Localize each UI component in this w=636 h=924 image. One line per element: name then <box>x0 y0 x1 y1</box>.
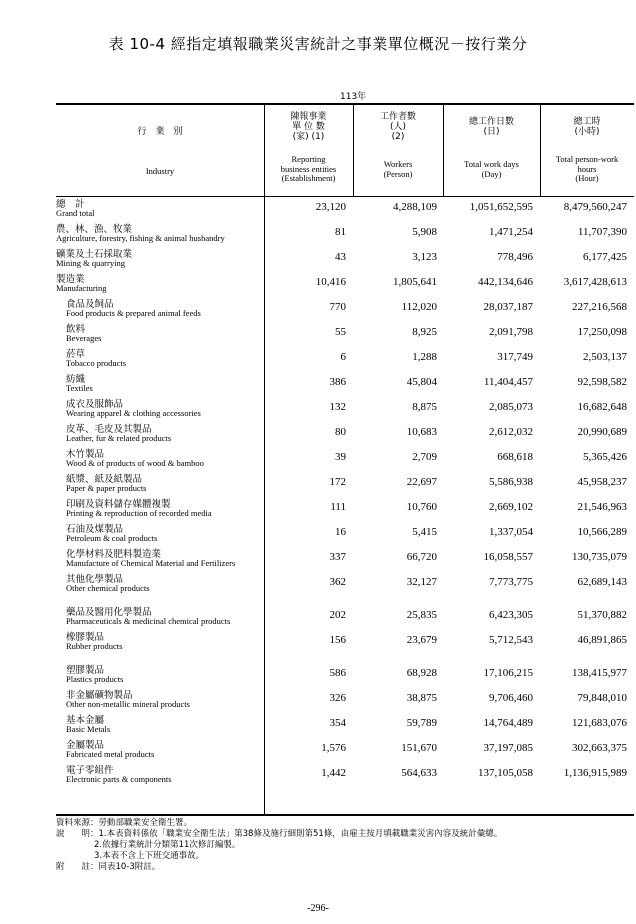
workers-value: 25,835 <box>406 609 437 621</box>
work-hours-value: 138,415,977 <box>572 667 627 679</box>
industry-name-zh: 製造業 <box>56 274 85 285</box>
establishments-value: 132 <box>329 401 346 413</box>
industry-name-zh: 皮革、毛皮及其製品 <box>66 424 152 435</box>
work-days-value: 1,337,054 <box>489 526 533 538</box>
industry-name-en: Petroleum & coal products <box>66 533 158 543</box>
workers-value: 23,679 <box>406 634 437 646</box>
industry-name-en: Pharmaceuticals & medicinal chemical products <box>66 616 231 626</box>
work-hours-value: 5,365,426 <box>583 451 627 463</box>
industry-name-zh: 電子零組件 <box>66 765 114 776</box>
industry-name-en: Electronic parts & components <box>66 774 172 784</box>
work-hours-value: 51,370,882 <box>577 609 627 621</box>
industry-name-zh: 礦業及土石採取業 <box>56 249 133 260</box>
industry-name-en: Manufacturing <box>56 283 107 293</box>
workers-value: 1,805,641 <box>393 276 437 288</box>
explain-note-line: 2.依據行業統計分類第11次修訂編製。 <box>94 840 241 850</box>
workers-value: 5,415 <box>412 526 437 538</box>
work-days-value: 7,773,775 <box>489 576 533 588</box>
workers-value: 564,633 <box>401 767 437 779</box>
workers-value: 1,288 <box>412 351 437 363</box>
work-days-value: 5,586,938 <box>489 476 533 488</box>
workers-value: 5,908 <box>412 226 437 238</box>
work-hours-value: 6,177,425 <box>583 251 627 263</box>
workers-value: 22,697 <box>406 476 437 488</box>
industry-name-en: Rubber products <box>66 641 123 651</box>
work-hours-value: 130,735,079 <box>572 551 627 563</box>
work-days-value: 668,618 <box>497 451 533 463</box>
establishments-value: 1,442 <box>321 767 346 779</box>
explain-note: 說 明：1.本表資料係依「職業安全衛生法」第38條及施行細則第51條，由雇主按月填載職業災害內容及統計彙總。 <box>56 829 503 839</box>
header-industry-zh: 行 業 別 <box>137 127 183 137</box>
header-col3: 總工作日數 (日) Total work days (Day) <box>464 117 519 179</box>
work-days-value: 2,612,032 <box>489 426 533 438</box>
work-hours-value: 21,546,963 <box>577 501 627 513</box>
industry-name-zh: 化學材料及肥料製造業 <box>66 549 162 560</box>
industry-name-zh: 菸草 <box>66 349 86 360</box>
establishments-value: 326 <box>329 692 346 704</box>
work-hours-value: 8,479,560,247 <box>563 201 627 213</box>
work-hours-value: 11,707,390 <box>577 226 627 238</box>
industry-name-en: Mining & quarrying <box>56 258 125 268</box>
work-days-value: 14,764,489 <box>483 717 533 729</box>
industry-name-en: Other chemical products <box>66 583 150 593</box>
work-days-value: 1,471,254 <box>489 226 533 238</box>
work-hours-value: 46,891,865 <box>577 634 627 646</box>
establishments-value: 6 <box>340 351 346 363</box>
workers-value: 66,720 <box>406 551 437 563</box>
industry-name-en: Agriculture, forestry, fishing & animal husbandry <box>56 233 225 243</box>
establishments-value: 23,120 <box>315 201 346 213</box>
work-hours-value: 62,689,143 <box>577 576 627 588</box>
industry-name-zh: 食品及飼品 <box>66 299 114 310</box>
work-days-value: 17,106,215 <box>483 667 533 679</box>
work-hours-value: 92,598,582 <box>577 376 627 388</box>
establishments-value: 10,416 <box>315 276 346 288</box>
establishments-value: 80 <box>335 426 346 438</box>
workers-value: 10,760 <box>406 501 437 513</box>
table-title: 表 10-4 經指定填報職業災害統計之事業單位概況－按行業分 <box>108 35 528 53</box>
work-days-value: 9,706,460 <box>489 692 533 704</box>
work-days-value: 1,051,652,595 <box>469 201 533 213</box>
work-days-value: 2,085,073 <box>489 401 533 413</box>
establishments-value: 39 <box>335 451 346 463</box>
header-industry-en: Industry <box>145 166 175 176</box>
industry-name-zh: 藥品及醫用化學製品 <box>66 607 152 618</box>
attach-note: 附 註：同表10-3附註。 <box>56 862 161 872</box>
industry-name-en: Leather, fur & related products <box>66 433 172 443</box>
industry-name-zh: 金屬製品 <box>66 740 105 751</box>
header-col2: 工作者數 (人) (2) Workers (Person) <box>379 112 416 179</box>
work-days-value: 11,404,457 <box>483 376 533 388</box>
workers-value: 10,683 <box>406 426 437 438</box>
work-days-value: 778,496 <box>497 251 533 263</box>
industry-name-en: Wood & of products of wood & bamboo <box>66 458 204 468</box>
establishments-value: 81 <box>335 226 346 238</box>
industry-name-zh: 總 計 <box>56 199 85 210</box>
work-hours-value: 121,683,076 <box>572 717 627 729</box>
work-hours-value: 2,503,137 <box>583 351 627 363</box>
work-days-value: 37,197,085 <box>483 742 533 754</box>
work-hours-value: 45,958,237 <box>577 476 627 488</box>
industry-name-en: Paper & paper products <box>66 483 147 493</box>
industry-name-en: Grand total <box>56 208 95 218</box>
establishments-value: 111 <box>330 501 346 513</box>
industry-name-zh: 橡膠製品 <box>66 632 105 643</box>
work-hours-value: 302,663,375 <box>572 742 627 754</box>
industry-name-zh: 基本金屬 <box>66 715 105 726</box>
establishments-value: 172 <box>329 476 346 488</box>
industry-name-en: Food products & prepared animal feeds <box>66 308 201 318</box>
work-days-value: 28,037,187 <box>483 301 533 313</box>
work-hours-value: 20,990,689 <box>577 426 627 438</box>
work-hours-value: 17,250,098 <box>577 326 627 338</box>
industry-name-en: Printing & reproduction of recorded media <box>66 508 212 518</box>
header-col4: 總工時 (小時) Total person-work hours (Hour) <box>555 117 619 183</box>
work-days-value: 16,058,557 <box>483 551 533 563</box>
work-hours-value: 1,136,915,989 <box>563 767 627 779</box>
establishments-value: 55 <box>335 326 346 338</box>
industry-name-zh: 木竹製品 <box>66 449 105 460</box>
establishments-value: 586 <box>329 667 346 679</box>
work-days-value: 2,091,798 <box>489 326 533 338</box>
establishments-value: 362 <box>329 576 346 588</box>
workers-value: 32,127 <box>406 576 437 588</box>
work-days-value: 137,105,058 <box>478 767 533 779</box>
industry-name-zh: 紡織 <box>66 374 86 385</box>
data-table <box>56 103 634 815</box>
table-top-rule <box>56 103 634 105</box>
industry-name-zh: 成衣及服飾品 <box>66 399 124 410</box>
work-hours-value: 16,682,648 <box>577 401 627 413</box>
workers-value: 8,875 <box>412 401 437 413</box>
industry-name-en: Textiles <box>66 383 93 393</box>
establishments-value: 337 <box>329 551 346 563</box>
industry-name-en: Basic Metals <box>66 724 111 734</box>
workers-value: 59,789 <box>406 717 437 729</box>
industry-name-en: Fabricated metal products <box>66 749 155 759</box>
establishments-value: 43 <box>335 251 346 263</box>
workers-value: 3,123 <box>412 251 437 263</box>
header-rule <box>56 196 634 197</box>
workers-value: 4,288,109 <box>393 201 437 213</box>
workers-value: 38,875 <box>406 692 437 704</box>
column-divider <box>264 103 265 815</box>
work-hours-value: 227,216,568 <box>572 301 627 313</box>
workers-value: 2,709 <box>412 451 437 463</box>
header-industry <box>56 127 264 177</box>
industry-name-en: Beverages <box>66 333 102 343</box>
workers-value: 68,928 <box>406 667 437 679</box>
industry-name-en: Tobacco products <box>66 358 127 368</box>
industry-name-zh: 石油及煤製品 <box>66 524 124 535</box>
footnotes <box>56 818 502 873</box>
workers-value: 112,020 <box>401 301 437 313</box>
work-hours-value: 3,617,428,613 <box>563 276 627 288</box>
workers-value: 151,670 <box>401 742 437 754</box>
work-hours-value: 10,566,289 <box>577 526 627 538</box>
industry-name-zh: 飲料 <box>66 324 86 335</box>
industry-name-zh: 紙漿、紙及紙製品 <box>66 474 143 485</box>
work-hours-value: 79,848,010 <box>577 692 627 704</box>
work-days-value: 6,423,305 <box>489 609 533 621</box>
work-days-value: 317,749 <box>497 351 533 363</box>
establishments-value: 156 <box>329 634 346 646</box>
work-days-value: 442,134,646 <box>478 276 533 288</box>
workers-value: 45,804 <box>406 376 437 388</box>
page-number: -296- <box>307 903 329 914</box>
establishments-value: 770 <box>329 301 346 313</box>
industry-name-zh: 其他化學製品 <box>66 574 124 585</box>
industry-name-zh: 印刷及資料儲存媒體複製 <box>66 499 171 510</box>
year-label: 113年 <box>340 92 367 102</box>
industry-name-en: Manufacture of Chemical Material and Fertilizers <box>66 558 236 568</box>
industry-name-en: Wearing apparel & clothing accessories <box>66 408 201 418</box>
explain-note-line: 3.本表不含上下班交通事故。 <box>94 851 205 861</box>
establishments-value: 202 <box>329 609 346 621</box>
industry-name-en: Other non-metallic mineral products <box>66 699 190 709</box>
establishments-value: 16 <box>335 526 346 538</box>
industry-name-zh: 塑膠製品 <box>66 665 105 676</box>
establishments-value: 386 <box>329 376 346 388</box>
workers-value: 8,925 <box>412 326 437 338</box>
establishments-value: 354 <box>329 717 346 729</box>
work-days-value: 2,669,102 <box>489 501 533 513</box>
industry-name-en: Plastics products <box>66 674 124 684</box>
table-bottom-rule <box>56 814 634 816</box>
header-col1: 陳報事業 單 位 數 (家) (1) Reporting business entities (Establishment) <box>280 112 337 183</box>
establishments-value: 1,576 <box>321 742 346 754</box>
work-days-value: 5,712,543 <box>489 634 533 646</box>
source-note: 資料來源：勞動部職業安全衛生署。 <box>56 818 193 828</box>
industry-name-zh: 農、林、漁、牧業 <box>56 224 133 235</box>
industry-name-zh: 非金屬礦物製品 <box>66 690 133 701</box>
